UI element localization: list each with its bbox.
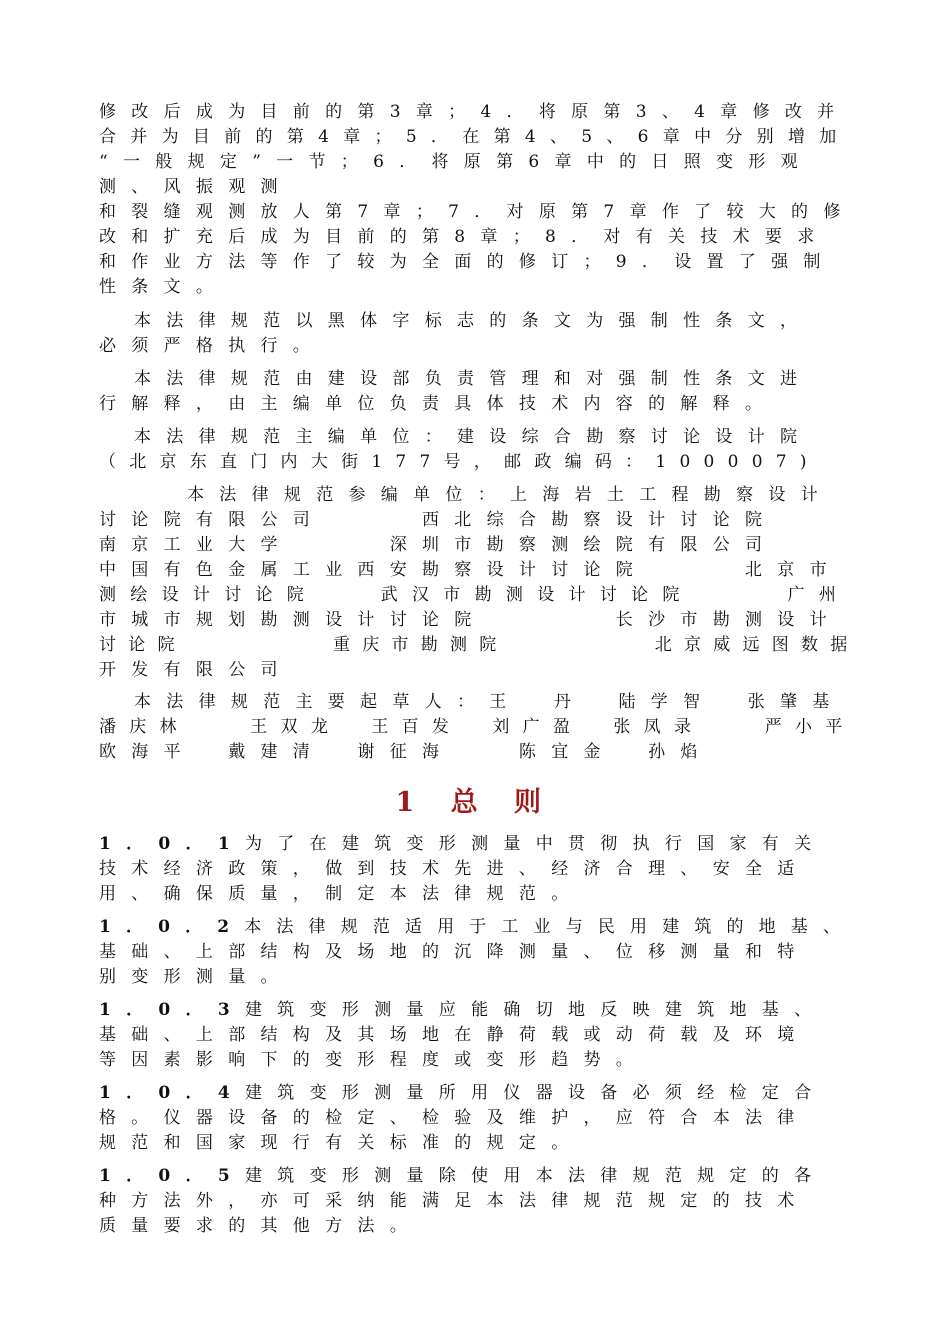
text-line: 本法律规范参编单位：上海岩土工程勘察设计 — [187, 485, 833, 505]
clause-text: 质量要求的其他方法。 — [99, 1216, 422, 1236]
text-line: 合并为目前的第4章；5．在第4、5、6章中分别增加 — [99, 127, 851, 147]
clause-text: 用、确保质量，制定本法律规范。 — [99, 884, 584, 904]
clause-number: 1．0．2 — [99, 917, 245, 937]
text-line: 和裂缝观测放人第7章；7．对原第7章作了较大的修 — [99, 202, 856, 222]
clause-text: 基础、上部结构及场地的沉降测量、位移测量和特 — [99, 942, 810, 962]
clause-text: 建筑变形测量所用仪器设备必须经检定合 — [245, 1083, 827, 1103]
text-line: 中国有色金属工业西安勘察设计讨论院 北京市 — [99, 560, 842, 580]
text-line: 讨论院 重庆市勘测院 北京威远图数据 — [99, 635, 860, 655]
text-line: （北京东直门内大街177号，邮政编码：100007) — [99, 452, 820, 472]
clause-number: 1．0．3 — [99, 1000, 245, 1020]
clause-text: 规范和国家现行有关标准的规定。 — [99, 1133, 584, 1153]
text-line: 潘庆林 王双龙 王百发 刘广盈 张凤录 严小平 — [99, 717, 856, 737]
text-line: 改和扩充后成为目前的第8章；8．对有关技术要求 — [99, 227, 830, 247]
clause-number: 1．0．1 — [99, 834, 245, 854]
text-line: 南京工业大学 深圳市勘察测绘院有限公司 — [99, 535, 778, 555]
clause-text: 建筑变形测量除使用本法律规范规定的各 — [245, 1166, 827, 1186]
text-line: 测绘设计讨论院 武汉市勘测设计讨论院 广州 — [99, 585, 851, 605]
text-line: 本法律规范以黑体字标志的条文为强制性条文， — [134, 311, 813, 331]
text-line: 测、风振观测 — [99, 177, 293, 197]
clause-text: 别变形测量。 — [99, 967, 293, 987]
chapter-heading: 1 总 则 — [395, 787, 555, 818]
clause-text: 为了在建筑变形测量中贯彻执行国家有关 — [245, 834, 827, 854]
text-line: 性条文。 — [99, 277, 229, 297]
text-line: 本法律规范由建设部负责管理和对强制性条文进 — [134, 369, 813, 389]
text-line: 行解释，由主编单位负责具体技术内容的解释。 — [99, 394, 778, 414]
clause-text: 本法律规范适用于工业与民用建筑的地基、 — [244, 917, 856, 937]
clause-text: 基础、上部结构及其场地在静荷载或动荷载及环境 — [99, 1025, 810, 1045]
clause-text: 技术经济政策，做到技术先进、经济合理、安全适 — [99, 859, 810, 879]
text-line: 修改后成为目前的第3章；4．将原第3、4章修改并 — [99, 102, 850, 122]
clause-number: 1．0．4 — [99, 1083, 245, 1103]
text-line: “一般规定”一节；6．将原第6章中的日照变形观 — [99, 152, 813, 172]
text-line: 必须严格执行。 — [99, 336, 326, 356]
text-line: 开发有限公司 — [99, 660, 293, 680]
text-line: 和作业方法等作了较为全面的修订；9．设置了强制 — [99, 252, 836, 272]
clause-number: 1．0．5 — [99, 1166, 245, 1186]
clause-text: 格。仪器设备的检定、检验及维护，应符合本法律 — [99, 1108, 810, 1128]
text-line: 本法律规范主编单位：建设综合勘察讨论设计院 — [134, 427, 813, 447]
clause-text: 等因素影响下的变形程度或变形趋势。 — [99, 1050, 649, 1070]
text-line: 市城市规划勘测设计讨论院 长沙市勘测设计 — [99, 610, 842, 630]
text-line: 讨论院有限公司 西北综合勘察设计讨论院 — [99, 510, 778, 530]
clause-text: 种方法外，亦可采纳能满足本法律规范规定的技术 — [99, 1191, 810, 1211]
clause-text: 建筑变形测量应能确切地反映建筑地基、 — [245, 1000, 827, 1020]
text-line: 欧海平 戴建清 谢征海 陈宜金 孙焰 — [99, 742, 713, 762]
text-line: 本法律规范主要起草人：王 丹 陆学智 张肇基 — [134, 692, 845, 712]
